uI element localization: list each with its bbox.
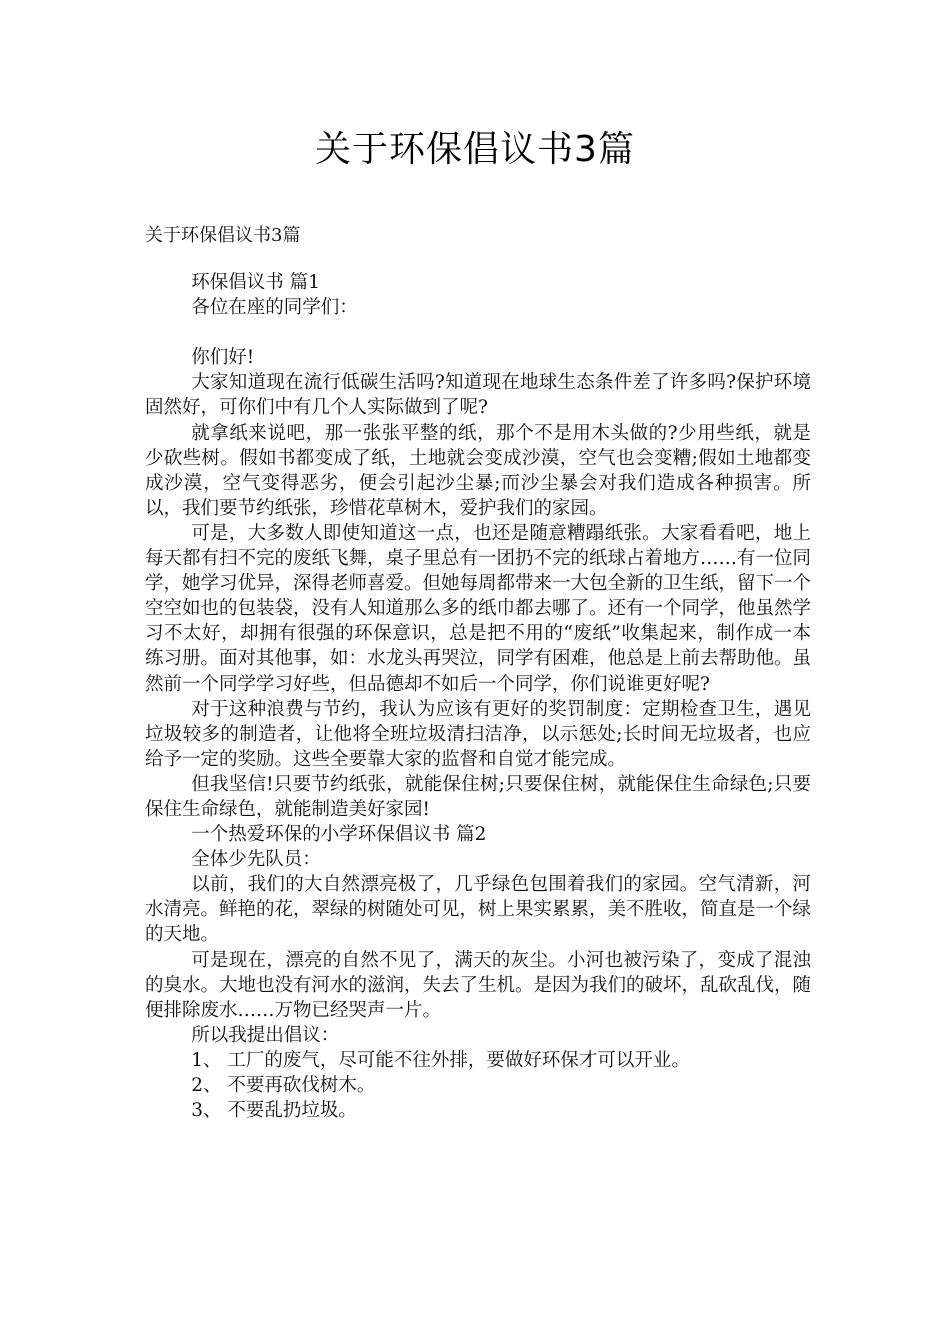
greeting: 你们好! — [191, 347, 255, 369]
paragraph: 就拿纸来说吧，那一张张平整的纸，那个不是用木头做的?少用些纸，就是少砍些树。假如书都变成了纸，土地就会变成沙漠，空气也会变糟;假如土地都变成沙漠，空气变得恶劣，便会引起沙尘暴;而沙尘暴会对我们造成各种损害。所以，我们要节约纸张，珍惜花草树木，爱护我们的家园。 — [145, 422, 811, 519]
document-body — [145, 270, 811, 1123]
document-subtitle: 关于环保倡议书3篇 — [145, 225, 301, 246]
paragraph: 以前，我们的大自然漂亮极了，几乎绿色包围着我们的家园。空气清新，河水清亮。鲜艳的花，翠绿的树随处可见，树上果实累累，美不胜收，简直是一个绿的天地。 — [145, 874, 812, 946]
list-item: 3、 不要乱扔垃圾。 — [191, 1100, 357, 1122]
paragraph: 对于这种浪费与节约，我认为应该有更好的奖罚制度：定期检查卫生，遇见垃圾较多的制造者，让他将全班垃圾清扫洁净，以示惩处;长时间无垃圾者，也应给予一定的奖励。这些全要靠大家的监督和自觉才能完成。 — [145, 698, 811, 770]
paragraph: 但我坚信!只要节约纸张，就能保住树;只要保住树，就能保住生命绿色;只要保住生命绿色，就能制造美好家园! — [145, 773, 811, 820]
paragraph: 可是，大多数人即使知道这一点，也还是随意糟蹋纸张。大家看看吧，地上每天都有扫不完的废纸飞舞，桌子里总有一团扔不完的纸球占着地方……有一位同学，她学习优异，深得老师喜爱。但她每周都带来一大包全新的卫生纸，留下一个空空如也的包装袋，没有人知道那么多的纸巾都去哪了。还有一个同学，他虽然学习不太好，却拥有很强的环保意识，总是把不用的“废纸”收集起来，制作成一本练习册。面对其他事，如：水龙头再哭泣，同学有困难，他总是上前去帮助他。虽然前一个同学学习好些，但品德却不如后一个同学，你们说谁更好呢? — [145, 522, 812, 695]
document-title: 关于环保倡议书3篇 — [315, 129, 635, 170]
paragraph: 所以我提出倡议： — [191, 1024, 340, 1046]
section-heading-2: 一个热爱环保的小学环保倡议书 篇2 — [191, 824, 487, 846]
paragraph: 大家知道现在流行低碳生活吗?知道现在地球生态条件差了许多吗?保护环境固然好，可你们中有几个人实际做到了呢? — [145, 372, 811, 419]
section-heading-1: 环保倡议书 篇1 — [191, 272, 320, 293]
paragraph: 可是现在，漂亮的自然不见了，满天的灰尘。小河也被污染了，变成了混浊的臭水。大地也没有河水的滋润，失去了生机。是因为我们的破坏，乱砍乱伐，随便排除废水……万物已经哭声一片。 — [145, 949, 812, 1021]
salutation-1: 各位在座的同学们： — [191, 297, 358, 319]
blank-line — [145, 320, 811, 345]
list-item: 2、 不要再砍伐树木。 — [191, 1075, 376, 1096]
list-item: 1、 工厂的废气，尽可能不往外排，要做好环保才可以开业。 — [191, 1049, 690, 1071]
salutation-2: 全体少先队员： — [191, 849, 321, 871]
